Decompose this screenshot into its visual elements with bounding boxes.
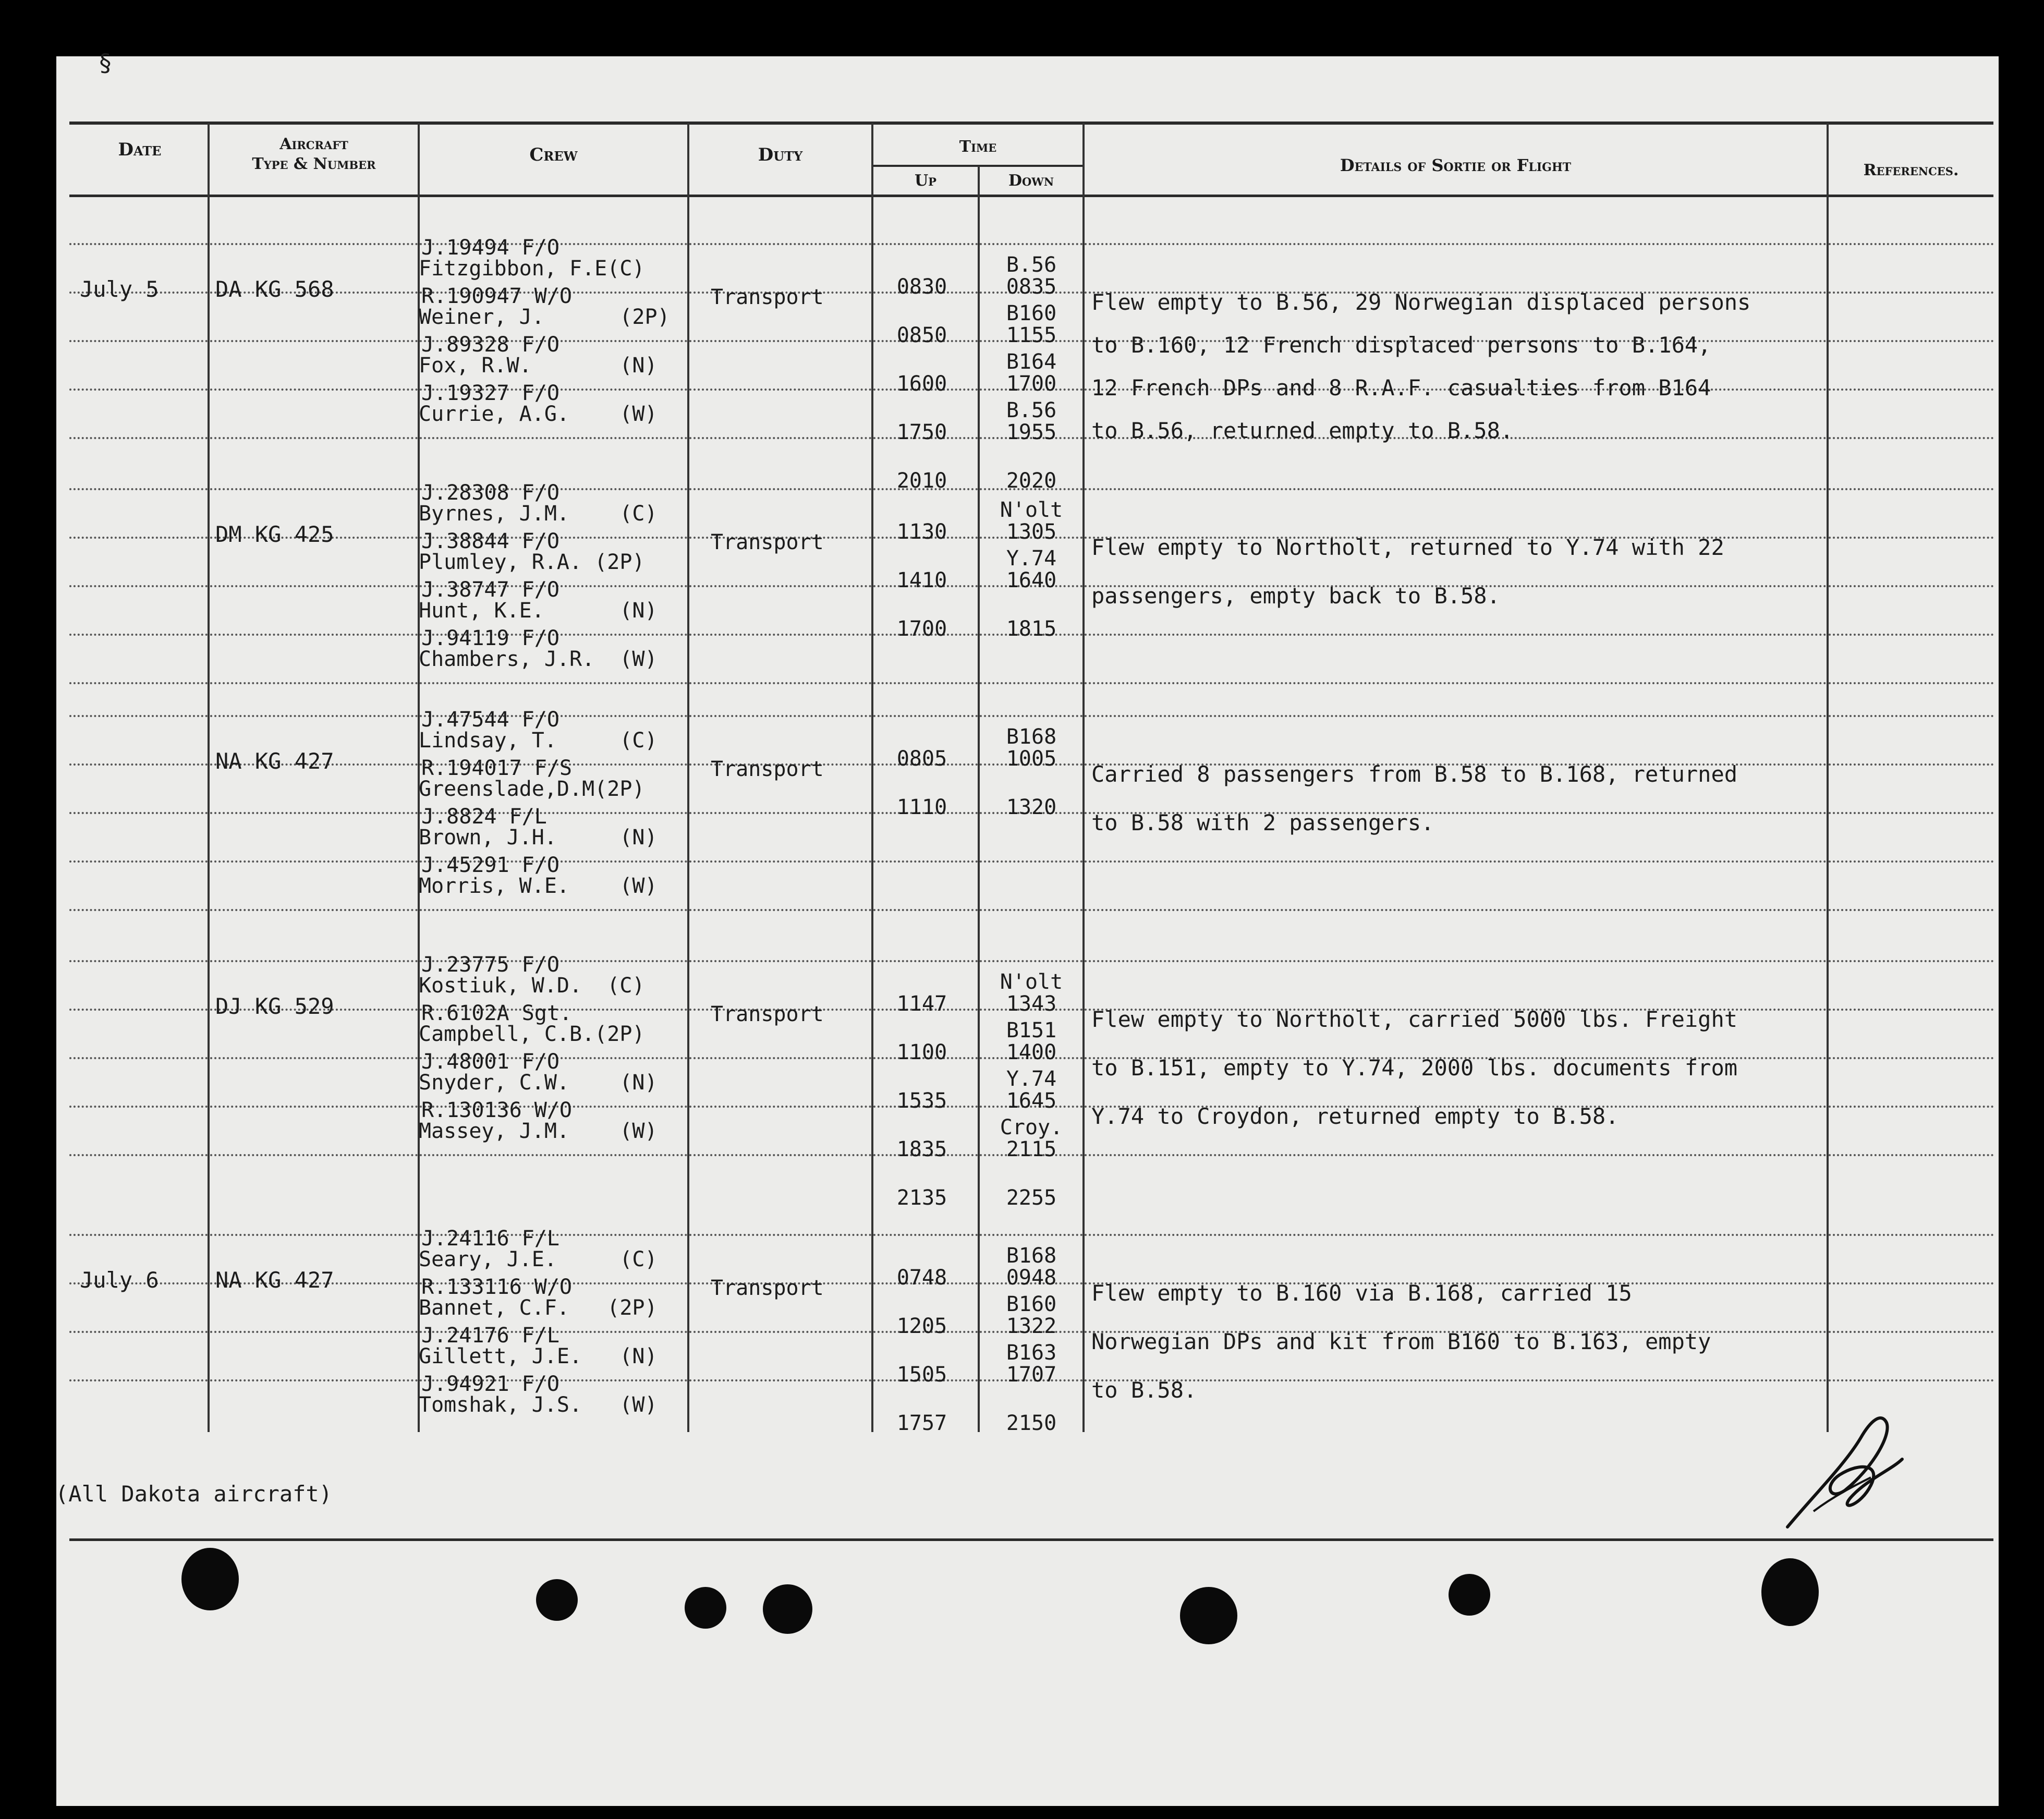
col-divider-date — [208, 123, 210, 1432]
dotted-rule — [1829, 585, 1993, 587]
header-aircraft-line1: Aircraft — [279, 135, 348, 153]
dotted-rule — [689, 243, 871, 245]
dotted-rule — [210, 1057, 418, 1059]
time-down: 1700 — [1006, 372, 1057, 396]
dotted-rule — [210, 960, 418, 962]
header-up: Up — [915, 172, 936, 190]
dotted-rule — [69, 960, 208, 962]
dotted-rule — [1085, 1154, 1827, 1156]
time-destination: Y.74 — [1006, 1067, 1057, 1091]
dotted-rule — [69, 585, 208, 587]
dotted-rule — [210, 634, 418, 636]
aircraft-type-number: DA KG 568 — [215, 276, 334, 302]
crew-service-number: R.133116 W/O — [421, 1275, 572, 1299]
entry-date: July 5 — [80, 276, 159, 302]
dotted-rule — [1829, 682, 1993, 684]
page-mark: § — [98, 48, 113, 77]
time-down: 1645 — [1006, 1089, 1057, 1113]
dotted-rule — [1085, 1234, 1827, 1236]
crew-name: Currie, A.G. (W) — [419, 402, 658, 426]
time-down: 1707 — [1006, 1363, 1057, 1387]
crew-name: Gillett, J.E. (N) — [419, 1344, 658, 1368]
time-up: 0850 — [896, 323, 947, 347]
time-down: 1400 — [1006, 1040, 1057, 1064]
time-up: 1750 — [896, 420, 947, 444]
crew-service-number: J.24176 F/L — [421, 1324, 559, 1348]
dotted-rule — [210, 909, 418, 911]
header-bottom-rule — [69, 195, 1993, 197]
time-down: 2115 — [1006, 1137, 1057, 1161]
dotted-rule — [69, 682, 208, 684]
time-up: 1505 — [896, 1363, 947, 1387]
dotted-rule — [873, 715, 978, 717]
dotted-rule — [210, 682, 418, 684]
time-up: 2010 — [896, 469, 947, 493]
sortie-detail-line: Carried 8 passengers from B.58 to B.168, returned — [1091, 761, 1738, 787]
log-sheet — [55, 48, 1999, 1806]
dotted-rule — [420, 909, 687, 911]
header-top-rule — [69, 122, 1993, 125]
dotted-rule — [980, 1234, 1082, 1236]
dotted-rule — [1829, 634, 1993, 636]
crew-service-number: J.28308 F/O — [421, 481, 559, 505]
dotted-rule — [210, 488, 418, 490]
dotted-rule — [210, 340, 418, 342]
dotted-rule — [1829, 537, 1993, 539]
dotted-rule — [980, 715, 1082, 717]
dotted-rule — [1829, 1234, 1993, 1236]
dotted-rule — [873, 243, 978, 245]
crew-name: Weiner, J. (2P) — [419, 305, 670, 329]
crew-name: Tomshak, J.S. (W) — [419, 1393, 658, 1417]
crew-name: Seary, J.E. (C) — [419, 1247, 658, 1271]
crew-service-number: J.94119 F/O — [421, 626, 559, 650]
dotted-rule — [69, 1009, 208, 1011]
dotted-rule — [69, 1234, 208, 1236]
dotted-rule — [420, 437, 687, 439]
dotted-rule — [210, 437, 418, 439]
crew-name: Kostiuk, W.D. (C) — [419, 974, 645, 998]
dotted-rule — [689, 909, 871, 911]
dotted-rule — [1829, 909, 1993, 911]
dotted-rule — [689, 437, 871, 439]
time-up: 1130 — [896, 520, 947, 544]
crew-service-number: J.89328 F/O — [421, 333, 559, 357]
dotted-rule — [1085, 634, 1827, 636]
dotted-rule — [689, 1379, 871, 1381]
time-down: 1343 — [1006, 992, 1057, 1016]
time-destination: B168 — [1006, 1244, 1057, 1268]
dotted-rule — [1085, 682, 1827, 684]
crew-service-number: R.194017 F/S — [421, 756, 572, 780]
crew-name: Massey, J.M. (W) — [419, 1119, 658, 1143]
dotted-rule — [1829, 437, 1993, 439]
time-destination: B.56 — [1006, 253, 1057, 277]
dotted-rule — [689, 682, 871, 684]
crew-name: Brown, J.H. (N) — [419, 826, 658, 850]
dotted-rule — [689, 960, 871, 962]
dotted-rule — [689, 389, 871, 391]
duty: Transport — [711, 285, 824, 309]
time-destination: N'olt — [1000, 970, 1063, 994]
time-up: 1147 — [896, 992, 947, 1016]
dotted-rule — [980, 682, 1082, 684]
dotted-rule — [1085, 488, 1827, 490]
sortie-detail-line: Flew empty to Northolt, carried 5000 lbs. Freight — [1091, 1006, 1738, 1032]
duty: Transport — [711, 757, 824, 781]
time-up: 1110 — [896, 795, 947, 819]
dotted-rule — [1085, 960, 1827, 962]
time-destination: B164 — [1006, 350, 1057, 374]
duty: Transport — [711, 1276, 824, 1300]
time-destination: Croy. — [1000, 1115, 1063, 1139]
dotted-rule — [69, 340, 208, 342]
dotted-rule — [873, 909, 978, 911]
crew-service-number: J.38747 F/O — [421, 578, 559, 602]
sortie-detail-line: Flew empty to B.160 via B.168, carried 15 — [1091, 1280, 1632, 1306]
header-down: Down — [1008, 172, 1054, 190]
dotted-rule — [1085, 243, 1827, 245]
crew-name: Hunt, K.E. (N) — [419, 599, 658, 623]
dotted-rule — [210, 1234, 418, 1236]
time-down: 0948 — [1006, 1266, 1057, 1290]
dotted-rule — [980, 243, 1082, 245]
time-up: 2135 — [896, 1186, 947, 1210]
header-crew: Crew — [529, 144, 578, 165]
time-down: 2150 — [1006, 1411, 1057, 1435]
dotted-rule — [210, 585, 418, 587]
dotted-rule — [689, 1331, 871, 1333]
crew-service-number: J.45291 F/O — [421, 853, 559, 877]
time-destination: Y.74 — [1006, 547, 1057, 571]
dotted-rule — [69, 909, 208, 911]
dotted-rule — [69, 1331, 208, 1333]
time-down: 1640 — [1006, 568, 1057, 592]
time-down: 1155 — [1006, 323, 1057, 347]
crew-service-number: J.24116 F/L — [421, 1227, 559, 1251]
crew-service-number: J.23775 F/O — [421, 953, 559, 977]
dotted-rule — [1829, 1009, 1993, 1011]
time-up: 0830 — [896, 275, 947, 299]
crew-service-number: J.8824 F/L — [421, 805, 547, 829]
crew-name: Byrnes, J.M. (C) — [419, 502, 658, 526]
crew-service-number: J.48001 F/O — [421, 1050, 559, 1074]
dotted-rule — [1829, 1057, 1993, 1059]
header-references: References. — [1863, 161, 1959, 179]
dotted-rule — [873, 1234, 978, 1236]
dotted-rule — [1829, 340, 1993, 342]
time-down: 1005 — [1006, 747, 1057, 771]
header-aircraft-line2: Type & Number — [252, 155, 376, 173]
dotted-rule — [1829, 1331, 1993, 1333]
dotted-rule — [980, 860, 1082, 863]
time-up: 0748 — [896, 1266, 947, 1290]
crew-name: Greenslade,D.M(2P) — [419, 777, 645, 801]
sortie-detail-line: 12 French DPs and 8 R.A.F. casualties from B164 — [1091, 375, 1711, 401]
sortie-detail-line: Flew empty to Northolt, returned to Y.74 with 22 — [1091, 535, 1724, 560]
time-up: 1205 — [896, 1314, 947, 1338]
crew-name: Campbell, C.B.(2P) — [419, 1022, 645, 1046]
bottom-rule — [69, 1538, 1993, 1541]
dotted-rule — [689, 715, 871, 717]
dotted-rule — [1829, 960, 1993, 962]
dotted-rule — [69, 437, 208, 439]
time-up: 1757 — [896, 1411, 947, 1435]
dotted-rule — [1829, 292, 1993, 294]
aircraft-type-number: NA KG 427 — [215, 1267, 334, 1293]
dotted-rule — [689, 488, 871, 490]
dotted-rule — [69, 860, 208, 863]
dotted-rule — [69, 488, 208, 490]
crew-service-number: R.130136 W/O — [421, 1098, 572, 1122]
dotted-rule — [420, 1154, 687, 1156]
time-destination: B160 — [1006, 301, 1057, 325]
dotted-rule — [873, 860, 978, 863]
dotted-rule — [689, 812, 871, 814]
time-up: 0805 — [896, 747, 947, 771]
time-destination: B168 — [1006, 725, 1057, 749]
entry-date: July 6 — [80, 1267, 159, 1293]
time-destination: B151 — [1006, 1018, 1057, 1042]
duty: Transport — [711, 1002, 824, 1026]
dotted-rule — [69, 537, 208, 539]
time-down: 1955 — [1006, 420, 1057, 444]
dotted-rule — [420, 682, 687, 684]
aircraft-type-number: NA KG 427 — [215, 748, 334, 774]
crew-name: Plumley, R.A. (2P) — [419, 550, 645, 574]
dotted-rule — [210, 1154, 418, 1156]
aircraft-type-number: DM KG 425 — [215, 522, 334, 547]
dotted-rule — [1085, 909, 1827, 911]
dotted-rule — [210, 1379, 418, 1381]
dotted-rule — [873, 682, 978, 684]
dotted-rule — [210, 243, 418, 245]
time-destination: B163 — [1006, 1341, 1057, 1365]
dotted-rule — [689, 1106, 871, 1108]
dotted-rule — [69, 715, 208, 717]
col-divider-up — [978, 166, 980, 1432]
time-down: 0835 — [1006, 275, 1057, 299]
binder-hole — [536, 1579, 578, 1621]
time-up: 1100 — [896, 1040, 947, 1064]
sortie-detail-line: to B.151, empty to Y.74, 2000 lbs. documents from — [1091, 1055, 1738, 1081]
crew-service-number: J.94921 F/O — [421, 1372, 559, 1396]
binder-hole — [763, 1584, 812, 1634]
dotted-rule — [1085, 860, 1827, 863]
dotted-rule — [980, 960, 1082, 962]
time-destination: B.56 — [1006, 398, 1057, 422]
crew-name: Chambers, J.R. (W) — [419, 647, 658, 671]
dotted-rule — [69, 812, 208, 814]
dotted-rule — [689, 1154, 871, 1156]
crew-name: Snyder, C.W. (N) — [419, 1071, 658, 1095]
duty: Transport — [711, 530, 824, 554]
dotted-rule — [1829, 1379, 1993, 1381]
crew-name: Morris, W.E. (W) — [419, 874, 658, 898]
time-down: 1305 — [1006, 520, 1057, 544]
signature-mark — [1782, 1407, 1918, 1532]
dotted-rule — [69, 389, 208, 391]
dotted-rule — [689, 340, 871, 342]
crew-name: Fitzgibbon, F.E(C) — [419, 257, 645, 281]
dotted-rule — [689, 585, 871, 587]
time-destination: N'olt — [1000, 498, 1063, 522]
dotted-rule — [210, 1331, 418, 1333]
dotted-rule — [1085, 715, 1827, 717]
crew-service-number: R.190947 W/O — [421, 284, 572, 308]
binder-hole — [685, 1587, 726, 1629]
time-up: 1835 — [896, 1137, 947, 1161]
binder-hole — [1180, 1587, 1237, 1644]
crew-service-number: J.38844 F/O — [421, 529, 559, 553]
dotted-rule — [210, 389, 418, 391]
time-destination: B160 — [1006, 1292, 1057, 1316]
dotted-rule — [689, 634, 871, 636]
time-up: 1410 — [896, 568, 947, 592]
dotted-rule — [210, 860, 418, 863]
crew-service-number: J.47544 F/O — [421, 708, 559, 732]
dotted-rule — [1829, 389, 1993, 391]
dotted-rule — [210, 1106, 418, 1108]
time-up: 1535 — [896, 1089, 947, 1113]
time-down: 1815 — [1006, 617, 1057, 641]
dotted-rule — [1829, 1154, 1993, 1156]
aircraft-type-number: DJ KG 529 — [215, 993, 334, 1019]
time-up: 1600 — [896, 372, 947, 396]
dotted-rule — [69, 1154, 208, 1156]
binder-hole — [1761, 1558, 1819, 1626]
sortie-detail-line: Flew empty to B.56, 29 Norwegian displaced persons — [1091, 289, 1751, 315]
dotted-rule — [689, 1234, 871, 1236]
crew-service-number: J.19327 F/O — [421, 381, 559, 405]
footnote: (All Dakota aircraft) — [55, 1481, 333, 1507]
time-down: 2020 — [1006, 469, 1057, 493]
dotted-rule — [69, 1106, 208, 1108]
sortie-detail-line: Y.74 to Croydon, returned empty to B.58. — [1091, 1103, 1619, 1129]
dotted-rule — [210, 812, 418, 814]
dotted-rule — [1829, 763, 1993, 766]
dotted-rule — [1829, 1106, 1993, 1108]
header-duty: Duty — [758, 144, 803, 165]
header-details: Details of Sortie or Flight — [1340, 155, 1572, 175]
dotted-rule — [69, 634, 208, 636]
sortie-detail-line: to B.58. — [1091, 1377, 1197, 1403]
crew-service-number: R.6102A Sgt. — [421, 1001, 572, 1025]
dotted-rule — [69, 1057, 208, 1059]
binder-hole — [181, 1548, 239, 1610]
dotted-rule — [1829, 243, 1993, 245]
dotted-rule — [1829, 1282, 1993, 1284]
dotted-rule — [69, 763, 208, 766]
dotted-rule — [873, 960, 978, 962]
crew-name: Bannet, C.F. (2P) — [419, 1296, 658, 1320]
dotted-rule — [1829, 860, 1993, 863]
dotted-rule — [1829, 488, 1993, 490]
dotted-rule — [689, 1057, 871, 1059]
binder-hole — [1449, 1574, 1490, 1616]
sortie-detail-line: passengers, empty back to B.58. — [1091, 583, 1500, 609]
time-up: 1700 — [896, 617, 947, 641]
dotted-rule — [69, 1379, 208, 1381]
crew-service-number: J.19494 F/O — [421, 236, 559, 260]
dotted-rule — [689, 860, 871, 863]
time-down: 2255 — [1006, 1186, 1057, 1210]
header-time: Time — [959, 138, 997, 156]
dotted-rule — [1829, 715, 1993, 717]
dotted-rule — [69, 243, 208, 245]
sortie-detail-line: to B.56, returned empty to B.58. — [1091, 418, 1514, 443]
header-date: Date — [118, 139, 162, 160]
crew-name: Lindsay, T. (C) — [419, 729, 658, 753]
time-down: 1322 — [1006, 1314, 1057, 1338]
sortie-detail-line: Norwegian DPs and kit from B160 to B.163, empty — [1091, 1329, 1711, 1354]
time-down: 1320 — [1006, 795, 1057, 819]
dotted-rule — [1829, 812, 1993, 814]
dotted-rule — [210, 715, 418, 717]
dotted-rule — [980, 909, 1082, 911]
sortie-detail-line: to B.160, 12 French displaced persons to B.164, — [1091, 332, 1711, 358]
sortie-detail-line: to B.58 with 2 passengers. — [1091, 810, 1434, 835]
crew-name: Fox, R.W. (N) — [419, 354, 658, 378]
